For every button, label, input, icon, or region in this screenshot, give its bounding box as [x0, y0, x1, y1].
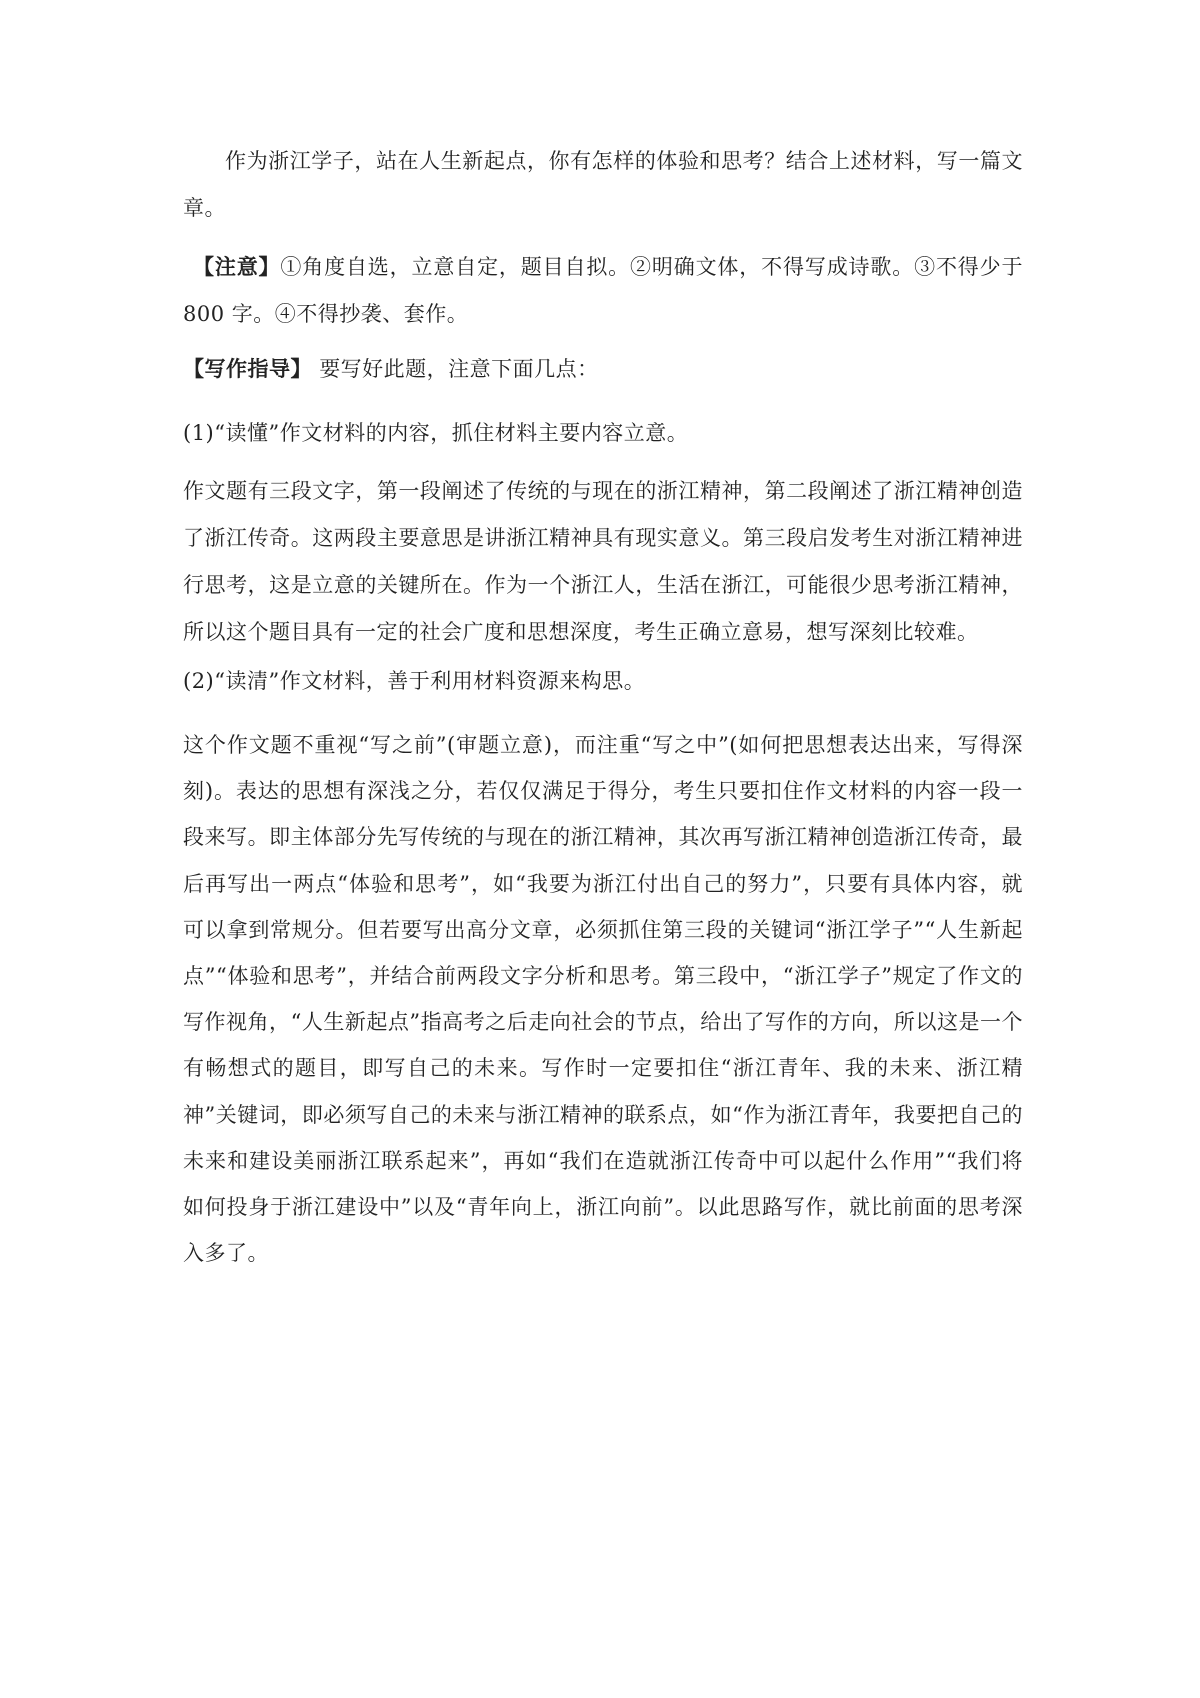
point1-heading: (1)“读懂”作文材料的内容，抓住材料主要内容立意。 [183, 421, 689, 445]
point2-body: 这个作文题不重视“写之前”(审题立意)，而注重“写之中”(如何把思想表达出来，写得深刻)。表达的思想有深浅之分，若仅仅满足于得分，考生只要扣住作文材料的内容一段一段来写。即主体部分先写传统的与现在的浙江精神，其次再写浙江精神创造浙江传奇，最后再写出一两点“体验和思考”，如“我要为浙江付出自己的努力”，只要有具体内容，就可以拿到常规分。但若要写出高分文章，必须抓住第三段的关键词“浙江学子”“人生新起点”“体验和思考”，并结合前两段文字分析和思考。第三段中，“浙江学子”规定了作文的写作视角，“人生新起点”指高考之后走向社会的节点，给出了写作的方向，所以这是一个有畅想式的题目，即写自己的未来。写作时一定要扣住“浙江青年、我的未来、浙江精神”关键词，即必须写自己的未来与浙江精神的联系点，如“作为浙江青年，我要把自己的未来和建设美丽浙江联系起来”，再如“我们在造就浙江传奇中可以起什么作用”“我们将如何投身于浙江建设中”以及“青年向上，浙江向前”。以此思路写作，就比前面的思考深入多了。 [183, 733, 1023, 1266]
point1-body: 作文题有三段文字，第一段阐述了传统的与现在的浙江精神，第二段阐述了浙江精神创造了浙江传奇。这两段主要意思是讲浙江精神具有现实意义。第三段启发考生对浙江精神进行思考，这是立意的关键所在。作为一个浙江人，生活在浙江，可能很少思考浙江精神，所以这个题目具有一定的社会广度和思想深度，考生正确立意易，想写深刻比较难。 [183, 479, 1023, 644]
point2-heading: (2)“读清”作文材料，善于利用材料资源来构思。 [183, 669, 646, 693]
notice-paragraph [183, 244, 1023, 338]
guide-paragraph [183, 346, 1023, 393]
notice-label: 【注意】 [193, 255, 281, 279]
guide-text: 要写好此题，注意下面几点： [319, 357, 599, 381]
intro-paragraph: 作为浙江学子，站在人生新起点，你有怎样的体验和思考？结合上述材料，写一篇文章。 [183, 149, 1023, 220]
guide-label: 【写作指导】 [183, 357, 312, 381]
notice-text: ①角度自选，立意自定，题目自拟。②明确文体，不得写成诗歌。③不得少于 800 字。④不得抄袭、套作。 [183, 255, 1023, 326]
